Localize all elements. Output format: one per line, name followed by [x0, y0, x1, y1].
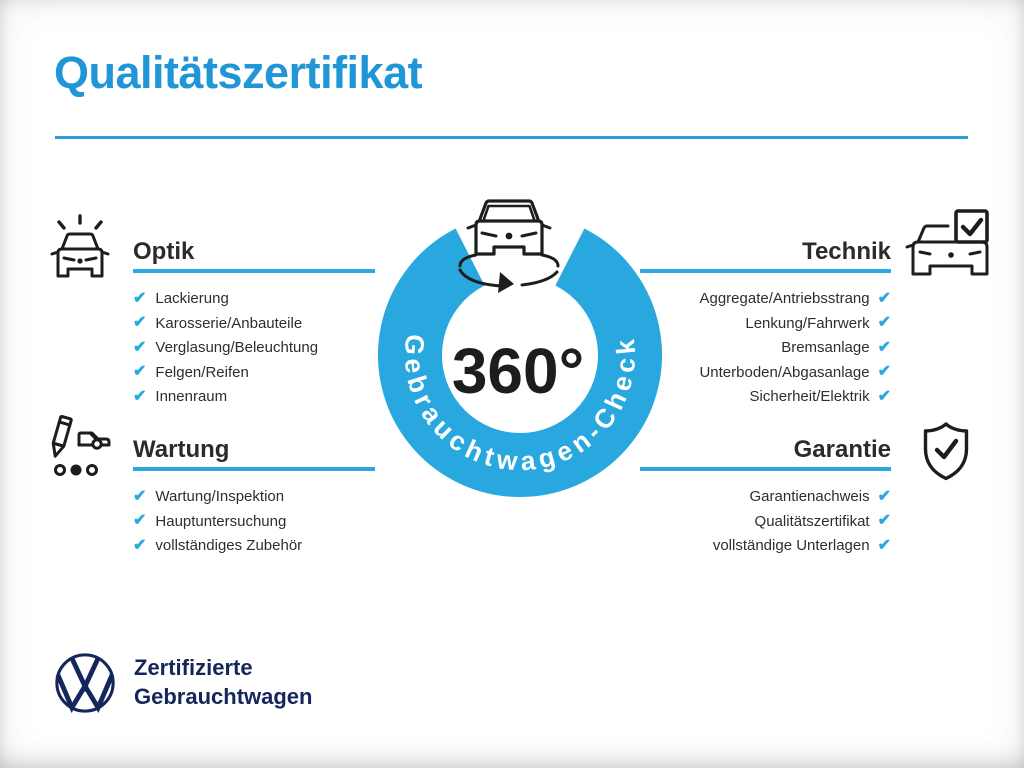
item-label: Innenraum: [155, 388, 228, 406]
optik-checklist: [133, 287, 375, 410]
section-title: Optik: [133, 238, 195, 265]
check-icon: ✔: [133, 536, 147, 554]
check-icon: ✔: [133, 314, 147, 332]
check-icon: ✔: [877, 536, 891, 554]
check-icon: ✔: [877, 387, 891, 405]
vw-logo: [53, 651, 117, 715]
list-item: [133, 509, 375, 534]
rotating-car-360-icon: [450, 194, 568, 306]
item-label: Verglasung/Beleuchtung: [155, 339, 319, 357]
section-underline: [133, 269, 375, 273]
title-rule: [55, 136, 968, 139]
brand-line-1: Zertifizierte: [134, 655, 253, 680]
wartung-checklist: [133, 485, 375, 559]
section-title: Wartung: [133, 436, 230, 463]
brand-text: [134, 653, 312, 711]
check-icon: ✔: [877, 512, 891, 530]
list-item: [133, 311, 375, 336]
item-label: Bremsanlage: [781, 339, 870, 357]
item-label: Sicherheit/Elektrik: [749, 388, 870, 406]
list-item: [133, 287, 375, 312]
section-underline: [133, 467, 375, 471]
item-label: Qualitätszertifikat: [754, 512, 870, 530]
check-icon: ✔: [133, 487, 147, 505]
pencil-car-service-icon: [45, 412, 113, 484]
item-label: Lenkung/Fahrwerk: [745, 314, 870, 332]
check-icon: ✔: [133, 387, 147, 405]
item-label: Hauptuntersuchung: [155, 512, 287, 530]
list-item: [133, 360, 375, 385]
section-wartung: [133, 436, 375, 558]
check-icon: ✔: [877, 487, 891, 505]
check-icon: ✔: [877, 289, 891, 307]
shield-check-icon: [920, 420, 972, 482]
list-item: [133, 336, 375, 361]
item-label: Garantienachweis: [749, 488, 870, 506]
item-label: Wartung/Inspektion: [155, 488, 285, 506]
item-label: Felgen/Reifen: [155, 363, 249, 381]
item-label: Karosserie/Anbauteile: [155, 314, 303, 332]
list-item: [133, 485, 375, 510]
section-optik: [133, 238, 375, 409]
check-icon: ✔: [877, 314, 891, 332]
degree-label: 360°: [451, 335, 585, 407]
section-title: Garantie: [793, 436, 891, 463]
item-label: vollständiges Zubehör: [155, 537, 303, 555]
check-icon: ✔: [877, 338, 891, 356]
check-icon: ✔: [877, 363, 891, 381]
list-item: [133, 534, 375, 559]
item-label: Unterboden/Abgasanlage: [699, 363, 870, 381]
item-label: vollständige Unterlagen: [712, 537, 870, 555]
check-icon: ✔: [133, 363, 147, 381]
car-checkbox-icon: [906, 206, 998, 284]
section-title: Technik: [802, 238, 891, 265]
check-icon: ✔: [133, 512, 147, 530]
page-title: Qualitätszertifikat: [54, 47, 423, 98]
car-shine-icon: [47, 212, 113, 282]
item-label: Aggregate/Antriebsstrang: [699, 290, 870, 308]
list-item: [640, 534, 891, 559]
brand-line-2: Gebrauchtwagen: [134, 684, 313, 709]
check-icon: ✔: [133, 289, 147, 307]
item-label: Lackierung: [155, 290, 229, 308]
ring-label: Gebrauchtwagen-Check: [398, 333, 642, 477]
check-icon: ✔: [133, 338, 147, 356]
list-item: [133, 385, 375, 410]
